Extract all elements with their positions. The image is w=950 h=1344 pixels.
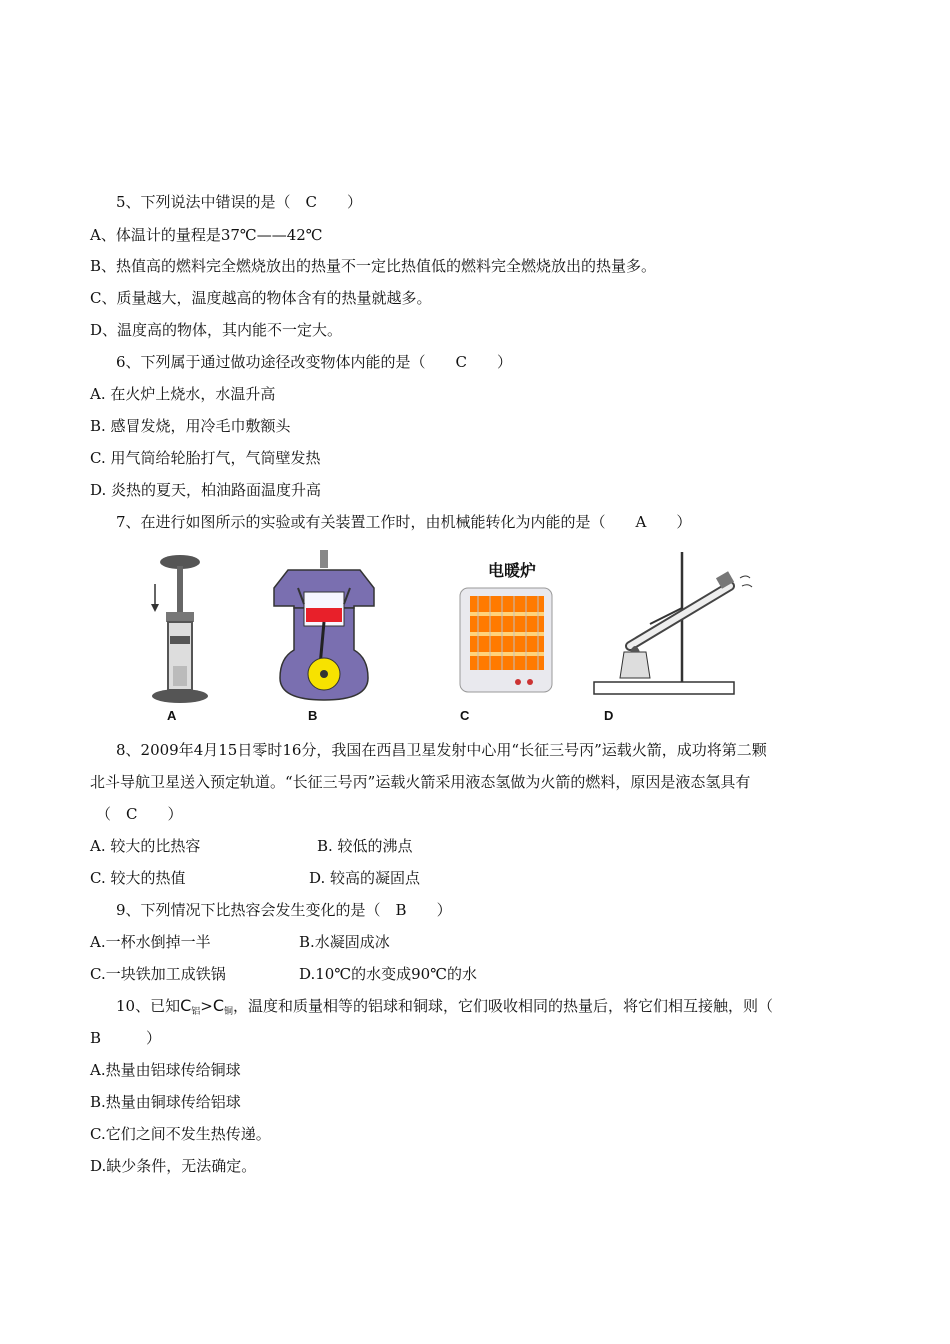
q8-option-c: C. 较大的热值 bbox=[90, 869, 186, 887]
q10-c-aluminum: C bbox=[180, 996, 192, 1015]
q6-option-c: C. 用气筒给轮胎打气，气筒壁发热 bbox=[90, 449, 321, 467]
q10-option-d: D.缺少条件，无法确定。 bbox=[90, 1157, 257, 1175]
q10-option-b: B.热量由铜球传给铝球 bbox=[90, 1093, 241, 1111]
q8-option-d: D. 较高的凝固点 bbox=[309, 869, 421, 887]
q10-prefix: 10、已知 bbox=[116, 997, 181, 1015]
figure-a bbox=[140, 548, 220, 728]
engine-cylinder-icon bbox=[268, 548, 380, 710]
q10-stem bbox=[116, 996, 773, 1022]
figure-d-label: D bbox=[604, 708, 614, 723]
q6-option-d: D. 炎热的夏天，柏油路面温度升高 bbox=[90, 481, 322, 499]
q9-option-d: D.10℃的水变成90℃的水 bbox=[299, 965, 477, 983]
figure-a-label: A bbox=[167, 708, 177, 723]
q9-option-c: C.一块铁加工成铁锅 bbox=[90, 965, 226, 983]
q8-stem-line2: 北斗导航卫星送入预定轨道。“长征三号丙”运载火箭采用液态氢做为火箭的燃料，原因是液态氢具有 bbox=[90, 773, 751, 791]
figure-c bbox=[450, 548, 560, 728]
q5-option-c: C、质量越大，温度越高的物体含有的热量就越多。 bbox=[90, 289, 432, 307]
electric-heater-icon bbox=[450, 582, 560, 702]
test-tube-on-stand-icon bbox=[590, 548, 760, 710]
q10-option-a: A.热量由铝球传给铜球 bbox=[90, 1061, 241, 1079]
figure-b bbox=[268, 548, 380, 728]
q9-option-b: B.水凝固成冰 bbox=[299, 933, 390, 951]
q6-option-b: B. 感冒发烧，用冷毛巾敷额头 bbox=[90, 417, 291, 435]
q8-answer: （ C ） bbox=[96, 805, 183, 823]
q6-option-a: A. 在火炉上烧水，水温升高 bbox=[90, 385, 276, 403]
q10-stem-text: ，温度和质量相等的铝球和铜球，它们吸收相同的热量后，将它们相互接触，则（ bbox=[233, 997, 774, 1015]
q5-option-d: D、温度高的物体，其内能不一定大。 bbox=[90, 321, 343, 339]
q10-option-c: C.它们之间不发生热传递。 bbox=[90, 1125, 271, 1143]
q9-option-a: A.一杯水倒掉一半 bbox=[90, 933, 211, 951]
q5-option-a: A、体温计的量程是37℃——42℃ bbox=[90, 226, 323, 244]
q8-option-b: B. 较低的沸点 bbox=[317, 837, 413, 855]
q10-subscript-copper: 铜 bbox=[224, 1007, 234, 1017]
q7-stem: 7、在进行如图所示的实验或有关装置工作时，由机械能转化为内能的是（ A ） bbox=[116, 513, 692, 531]
figure-b-label: B bbox=[308, 708, 318, 723]
q10-greater-than: > bbox=[200, 997, 213, 1015]
air-compression-syringe-icon bbox=[140, 548, 220, 710]
q6-stem: 6、下列属于通过做功途径改变物体内能的是（ C ） bbox=[116, 353, 513, 371]
figure-c-label: C bbox=[460, 708, 470, 723]
q5-option-b: B、热值高的燃料完全燃烧放出的热量不一定比热值低的燃料完全燃烧放出的热量多。 bbox=[90, 257, 657, 275]
q8-stem-line1: 8、2009年4月15日零时16分，我国在西昌卫星发射中心用“长征三号丙”运载火箭，成功将第二颗 bbox=[116, 741, 767, 759]
q9-stem: 9、下列情况下比热容会发生变化的是（ B ） bbox=[116, 901, 452, 919]
q10-subscript-aluminum: 铝 bbox=[191, 1007, 201, 1017]
figure-d bbox=[590, 548, 760, 728]
q10-answer: B ） bbox=[90, 1029, 162, 1047]
q5-stem: 5、下列说法中错误的是（ C ） bbox=[116, 193, 363, 211]
figure-c-title: 电暖炉 bbox=[488, 561, 537, 580]
q10-c-copper: C bbox=[212, 996, 225, 1015]
q8-option-a: A. 较大的比热容 bbox=[90, 837, 201, 855]
